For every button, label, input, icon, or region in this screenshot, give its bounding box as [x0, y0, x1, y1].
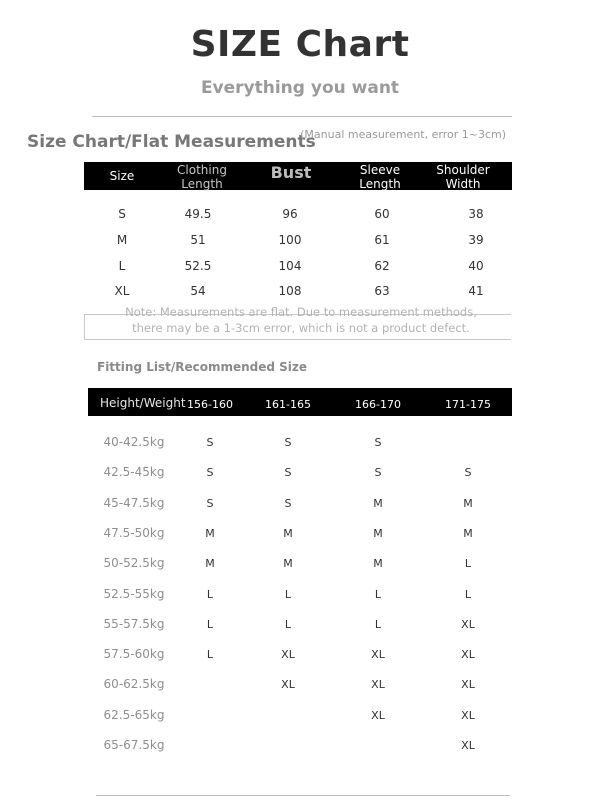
- measurement-cell: 63: [374, 284, 390, 298]
- measurement-cell: 38: [468, 207, 484, 221]
- recommended-size-cell: XL: [461, 678, 475, 691]
- recommended-size-cell: M: [373, 497, 383, 510]
- recommended-size-cell: L: [284, 618, 292, 631]
- weight-label: 65-67.5kg: [103, 738, 165, 752]
- recommended-size-cell: XL: [461, 618, 475, 631]
- recommended-size-cell: L: [464, 557, 472, 570]
- recommended-size-cell: L: [206, 618, 214, 631]
- recommended-size-cell: S: [206, 436, 214, 449]
- recommended-size-cell: XL: [371, 678, 385, 691]
- recommended-size-cell: M: [283, 557, 293, 570]
- fitting-title: Fitting List/Recommended Size: [97, 360, 308, 374]
- recommended-size-cell: S: [374, 436, 382, 449]
- disclaimer-text: Note: Measurements are flat. Due to measurement methods, there may be a 1-3cm error, which is not a product defect.: [125, 305, 477, 335]
- recommended-size-cell: L: [374, 588, 382, 601]
- measurement-cell: 41: [468, 284, 484, 298]
- weight-label: 55-57.5kg: [103, 617, 165, 631]
- col-header-clothing-length: Clothing Length: [177, 163, 227, 191]
- measurement-cell: 40: [468, 259, 484, 273]
- measurement-cell: 54: [190, 284, 206, 298]
- recommended-size-cell: S: [374, 466, 382, 479]
- recommended-size-cell: XL: [461, 709, 475, 722]
- col-header-size: Size: [109, 169, 135, 183]
- corner-label-height-weight: Height/Weight: [100, 396, 186, 410]
- measurement-cell: 51: [190, 233, 206, 247]
- recommended-size-cell: M: [373, 557, 383, 570]
- weight-label: 45-47.5kg: [103, 496, 165, 510]
- page-title: SIZE Chart: [190, 24, 410, 65]
- weight-label: 60-62.5kg: [103, 677, 165, 691]
- recommended-size-cell: L: [464, 588, 472, 601]
- measurement-cell: 104: [278, 259, 302, 273]
- height-header-3: 166-170: [355, 398, 401, 411]
- recommended-size-cell: M: [205, 527, 215, 540]
- weight-label: 57.5-60kg: [103, 647, 165, 661]
- recommended-size-cell: M: [373, 527, 383, 540]
- recommended-size-cell: XL: [461, 648, 475, 661]
- size-label: M: [116, 233, 128, 247]
- bottom-divider: [96, 795, 510, 796]
- measurement-cell: 60: [374, 207, 390, 221]
- recommended-size-cell: M: [205, 557, 215, 570]
- height-header-1: 156-160: [187, 398, 233, 411]
- height-header-4: 171-175: [445, 398, 491, 411]
- recommended-size-cell: L: [374, 618, 382, 631]
- measurement-cell: 39: [468, 233, 484, 247]
- measurement-cell: 108: [278, 284, 302, 298]
- recommended-size-cell: XL: [281, 678, 295, 691]
- recommended-size-cell: S: [284, 436, 292, 449]
- size-label: XL: [114, 284, 130, 298]
- recommended-size-cell: L: [206, 648, 214, 661]
- recommended-size-cell: S: [464, 466, 472, 479]
- recommended-size-cell: M: [463, 497, 473, 510]
- recommended-size-cell: XL: [371, 648, 385, 661]
- weight-label: 52.5-55kg: [103, 587, 165, 601]
- col-header-bust: Bust: [270, 163, 312, 182]
- recommended-size-cell: L: [206, 588, 214, 601]
- measurement-cell: 61: [374, 233, 390, 247]
- measurement-cell: 52.5: [184, 259, 212, 273]
- size-label: L: [118, 259, 126, 273]
- measurement-cell: 62: [374, 259, 390, 273]
- measurement-cell: 100: [278, 233, 302, 247]
- page-subtitle: Everything you want: [200, 78, 400, 98]
- col-header-sleeve-length: Sleeve Length: [359, 163, 401, 191]
- recommended-size-cell: XL: [371, 709, 385, 722]
- recommended-size-cell: M: [463, 527, 473, 540]
- recommended-size-cell: XL: [281, 648, 295, 661]
- weight-label: 50-52.5kg: [103, 556, 165, 570]
- weight-label: 40-42.5kg: [103, 435, 165, 449]
- recommended-size-cell: S: [206, 497, 214, 510]
- recommended-size-cell: XL: [461, 739, 475, 752]
- recommended-size-cell: L: [284, 588, 292, 601]
- size-label: S: [118, 207, 126, 221]
- measurement-cell: 96: [282, 207, 298, 221]
- recommended-size-cell: M: [283, 527, 293, 540]
- height-header-2: 161-165: [265, 398, 311, 411]
- measurements-note: (Manual measurement, error 1~3cm): [300, 128, 506, 141]
- measurements-title: Size Chart/Flat Measurements: [27, 132, 316, 152]
- recommended-size-cell: S: [206, 466, 214, 479]
- weight-label: 62.5-65kg: [103, 708, 165, 722]
- recommended-size-cell: S: [284, 497, 292, 510]
- col-header-shoulder-width: Shoulder Width: [436, 163, 490, 191]
- top-divider: [92, 116, 512, 117]
- weight-label: 42.5-45kg: [103, 465, 165, 479]
- measurement-cell: 49.5: [184, 207, 212, 221]
- recommended-size-cell: S: [284, 466, 292, 479]
- weight-label: 47.5-50kg: [103, 526, 165, 540]
